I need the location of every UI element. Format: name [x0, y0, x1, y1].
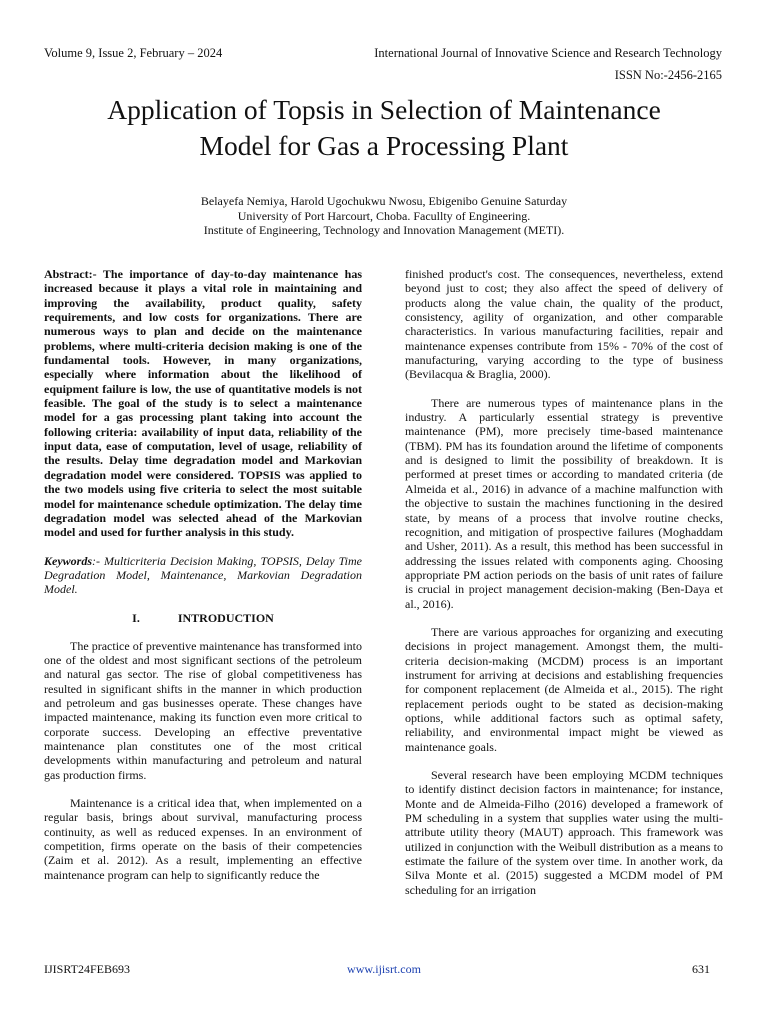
right-column	[405, 267, 723, 897]
intro-paragraph-2: Maintenance is a critical idea that, when implemented on a regular basis, brings about survival, manufacturing process continuity, as well as reduced expenses. In an environment of competition, firms operate on the basis of their competencies (Zaim et al. 2012). As a result, implementing an effective maintenance program can help to significantly reduce the	[44, 796, 362, 882]
section-title: INTRODUCTION	[177, 610, 274, 625]
article-code: IJISRT24FEB693	[44, 962, 130, 976]
paper-title-line1: Application of Topsis in Selection of Maintenance	[107, 94, 661, 125]
author-names: Belayefa Nemiya, Harold Ugochukwu Nwosu, Ebigenibo Genuine Saturday	[200, 194, 568, 208]
keywords-text: :- Multicriteria Decision Making, TOPSIS, Delay Time Degradation Model, Maintenance, Markovian Degradation Model.	[44, 553, 362, 597]
paper-title	[40, 92, 728, 164]
paper-title-line2: Model for Gas a Processing Plant	[199, 130, 569, 161]
paragraph-research: Several research have been employing MCDM techniques to identify distinct decision factors in maintenance; for instance, Monte and de Almeida-Filho (2016) developed a framework of PM scheduling in a system that supplies water using the multi-attribute utility theory (MAUT) approach. This framework was utilized in conjunction with the Weibull distribution as a means to estimate the failure of the system over time. In another work, da Silva Monte et al. (2015) suggested a MCDM model of PM scheduling for an irrigation	[405, 768, 723, 897]
author-block	[40, 194, 728, 238]
keywords	[44, 554, 362, 597]
section-number: I.	[132, 610, 140, 625]
paragraph-mcdm: There are various approaches for organizing and executing decisions in project management. Amongst them, the multi-criteria decision-making (MCDM) process is an important instrument for arriving at decisions and establishing frequencies for component replacement (de Almeida et al., 2015). The right replacement periods ought to be stated as decision-making options, while additional factors such as optimal safety, reliability, and environmental impact might be viewed as maintenance goals.	[405, 624, 723, 754]
website-link[interactable]: www.ijisrt.com	[347, 962, 421, 976]
volume-info: Volume 9, Issue 2, February – 2024	[44, 46, 223, 60]
keywords-label: Keywords	[44, 553, 92, 568]
intro-paragraph-1: The practice of preventive maintenance has transformed into one of the oldest and most significant sections of the petroleum and natural gas sector. The rise of global competitiveness has resulted in significant shifts in the manner in which production and petroleum and gas businesses operate. These changes have impacted maintenance, making its function even more critical to corporate success. Developing an effective preventative maintenance plan constitutes one of the most critical developments within manufacturing and petroleum and natural gas production firms.	[44, 638, 362, 782]
left-column	[44, 267, 362, 882]
issn: ISSN No:-2456-2165	[614, 68, 722, 82]
paragraph-maintenance-plans: There are numerous types of maintenance plans in the industry. A particularly essential strategy is preventive maintenance (PM), more precisely time-based maintenance (TBM). PM has its foundation around the lifetime of components and is designed to limit the possibility of breakdown. It is performed at preset times or according to mandated criteria (de Almeida et al., 2016) in advance of a machine malfunction with the objective to sustain the machines functioning in the desired state, by means of a process that involve routine checks, recognition, and mitigation of prospective failures (Moghaddam and Usher, 2011). As a result, this method has been successful in addressing the issues related with components aging. Choosing appropriate PM action periods on the basis of unit rates of failure is crucial in project management decision-making (Ben-Daya et al., 2016).	[405, 395, 723, 611]
paragraph-continued: finished product's cost. The consequences, nevertheless, extend beyond just to cost; they also affect the speed of delivery of products along the value chain, the quality of the product, consistency, agility of organization, and other comparable characteristics. In various manufacturing facilities, repair and maintenance expenses contribute from 15% - 70% of the cost of manufacturing, varying according to the type of business (Bevilacqua & Braglia, 2000).	[405, 267, 723, 382]
page-number: 631	[692, 962, 710, 976]
affiliation-1: University of Port Harcourt, Choba. Facullty of Engineering.	[237, 208, 531, 223]
affiliation-2: Institute of Engineering, Technology and Innovation Management (METI).	[203, 223, 565, 237]
section-heading	[44, 611, 362, 626]
journal-name: International Journal of Innovative Science and Research Technology	[374, 46, 722, 60]
abstract: Abstract:- The importance of day-to-day maintenance has increased because it plays a vital role in maintaining and improving the availability, product quality, safety requirements, and low costs for organizations. There are numerous ways to plan and decide on the maintenance problems, where multi-criteria decision making is one of the fundamental tools. However, in many organizations, especially where information about the likelihood of equipment failure is low, the use of quantitative models is not feasible. The goal of the study is to select a maintenance model for a gas processing plant taking into account the following criteria: availability of input data, reliability of the input data, ease of computation, level of usage, reliability of the results. Delay time degradation model and Markovian degradation model were considered. TOPSIS was applied to the two models using five criteria to select the most suitable model for maintenance schedule optimization. The delay time degradation model was selected ahead of the Markovian model and used for further analysis in this study.	[44, 267, 362, 540]
